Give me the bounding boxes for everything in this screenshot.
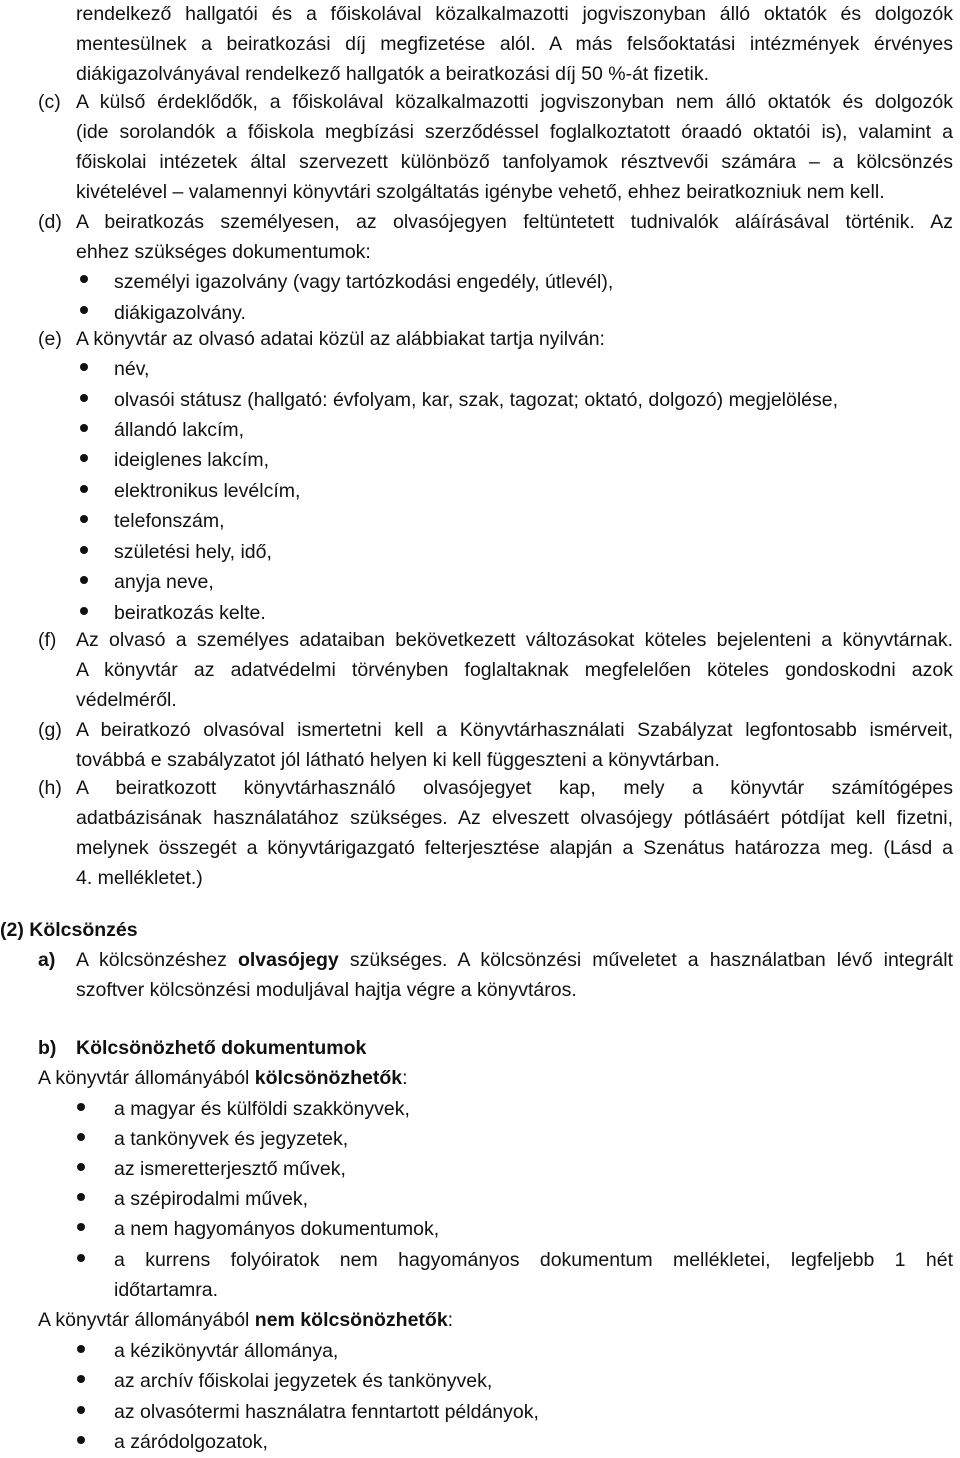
intro-line-3: diákigazolványával rendelkező hallgatók a beiratkozási díj 50 %-át fizetik. [76,63,710,85]
list-item: a szépirodalmi művek, [114,1188,308,1210]
lendable-intro-pre: A könyvtár állományából [38,1067,255,1089]
list-item: a tankönyvek és jegyzetek, [114,1128,349,1150]
item-h-line-3: melynek összegét a könyvtárigazgató felterjesztése alapján a Szenátus határozza meg. (Lásd a [76,837,953,859]
bullet-icon [80,454,88,462]
list-item: diákigazolvány. [114,302,246,324]
bullet-icon [80,607,88,615]
nonlendable-intro [38,1305,453,1335]
bullet-icon [77,1193,85,1201]
list-item: telefonszám, [114,510,225,532]
item-c-line-3: főiskolai intézetek által szervezett különböző tanfolyamok résztvevői számára – a kölcsönzés [76,151,953,173]
list-item-continuation: időtartamra. [114,1279,219,1301]
list-item: állandó lakcím, [114,419,245,441]
section2-a-bold: olvasójegy [237,949,339,971]
list-item: a kézikönyvtár állománya, [114,1340,339,1362]
item-f-line-2: A könyvtár az adatvédelmi törvényben foglaltaknak megfelelően köteles gondoskodni azok [76,659,953,681]
bullet-icon [77,1103,85,1111]
lendable-intro-post: : [402,1067,408,1089]
bullet-icon [80,576,88,584]
item-h-line-4: 4. mellékletet.) [76,867,203,889]
item-d-label: (d) [38,211,62,233]
item-c-line-2: (ide sorolandók a főiskola megbízási szerződéssel foglalkoztatott óraadó oktatói is), valamint a [76,121,953,143]
bullet-icon [77,1436,85,1444]
item-c-label: (c) [38,91,61,113]
bullet-icon [77,1345,85,1353]
item-d-line-1: A beiratkozás személyesen, az olvasójegyen feltüntetett tudnivalók aláírásával történik. Az [76,211,953,233]
section2-b-label: b) [38,1037,57,1059]
intro-line-2: mentesülnek a beiratkozási díj megfizetése alól. A más felsőoktatási intézmények érvényes [76,33,953,55]
bullet-icon [80,394,88,402]
section2-b-title: Kölcsönözhető dokumentumok [76,1037,367,1059]
section-heading: (2) Kölcsönzés [0,919,138,941]
bullet-icon [77,1223,85,1231]
item-f-label: (f) [38,629,57,651]
list-item: születési hely, idő, [114,541,272,563]
bullet-icon [77,1163,85,1171]
item-e-label: (e) [38,328,62,350]
list-item: az olvasótermi használatra fenntartott példányok, [114,1401,539,1423]
bullet-icon [80,485,88,493]
bullet-icon [80,424,88,432]
bullet-icon [77,1133,85,1141]
nonlendable-intro-bold: nem kölcsönözhetők [254,1309,448,1331]
item-g-line-2: továbbá e szabályzatot jól látható helyen ki kell függeszteni a könyvtárban. [76,749,720,771]
bullet-icon [80,275,88,283]
nonlendable-intro-post: : [447,1309,454,1331]
list-item: elektronikus levélcím, [114,480,301,502]
item-c-line-4: kivételével – valamennyi könyvtári szolgáltatás igénybe vehető, ehhez beiratkozniuk nem kell. [76,181,885,203]
item-g-line-1: A beiratkozó olvasóval ismertetni kell a Könyvtárhasználati Szabályzat legfontosabb ismérveit, [76,719,953,741]
list-item: a nem hagyományos dokumentumok, [114,1218,440,1240]
intro-line-1: rendelkező hallgatói és a főiskolával közalkalmazotti jogviszonyban álló oktatók és dolgozók [76,3,953,25]
list-item: az ismeretterjesztő művek, [114,1158,346,1180]
list-item: név, [114,358,150,380]
bullet-icon [80,546,88,554]
list-item: a záródolgozatok, [114,1431,268,1453]
list-item: beiratkozás kelte. [114,602,266,624]
item-d-line-2: ehhez szükséges dokumentumok: [76,241,371,263]
section2-a-post: szükséges. A kölcsönzési műveletet a használatban lévő integrált [338,949,953,971]
bullet-icon [77,1375,85,1383]
list-item: olvasói státusz (hallgató: évfolyam, kar, szak, tagozat; oktató, dolgozó) megjelölése, [114,389,839,411]
list-item: a magyar és külföldi szakkönyvek, [114,1098,410,1120]
bullet-icon [80,515,88,523]
list-item: anyja neve, [114,571,214,593]
bullet-icon [80,306,88,314]
list-item: ideiglenes lakcím, [114,449,269,471]
item-f-line-1: Az olvasó a személyes adataiban bekövetkezett változásokat köteles bejelenteni a könyvtárnak. [76,629,953,651]
section2-a-pre: A kölcsönzéshez [76,949,238,971]
list-item: személyi igazolvány (vagy tartózkodási engedély, útlevél), [114,271,614,293]
item-e-line-1: A könyvtár az olvasó adatai közül az alábbiakat tartja nyilván: [76,328,605,350]
item-h-line-1: A beiratkozott könyvtárhasználó olvasójegyet kap, mely a könyvtár számítógépes [76,777,953,799]
bullet-icon [77,1254,85,1262]
bullet-icon [80,363,88,371]
list-item: az archív főiskolai jegyzetek és tankönyvek, [114,1370,493,1392]
lendable-intro [38,1063,408,1093]
bullet-icon [77,1406,85,1414]
list-item: a kurrens folyóiratok nem hagyományos dokumentum mellékletei, legfeljebb 1 hét [114,1249,953,1271]
item-h-label: (h) [38,777,62,799]
item-h-line-2: adatbázisának használatához szükséges. Az elveszett olvasójegy pótlásáért pótdíjat kell fizetni, [76,807,953,829]
section2-a-line-2: szoftver kölcsönzési moduljával hajtja végre a könyvtáros. [76,979,577,1001]
item-f-line-3: védelméről. [76,689,177,711]
section2-a-label: a) [38,949,56,971]
item-c-line-1: A külső érdeklődők, a főiskolával közalkalmazotti jogviszonyban nem álló oktatók és dolgozók [76,91,953,113]
nonlendable-intro-pre: A könyvtár állományából [38,1309,255,1331]
section2-a-line-1 [76,945,953,975]
lendable-intro-bold: kölcsönözhetők [254,1067,403,1089]
item-g-label: (g) [38,719,62,741]
